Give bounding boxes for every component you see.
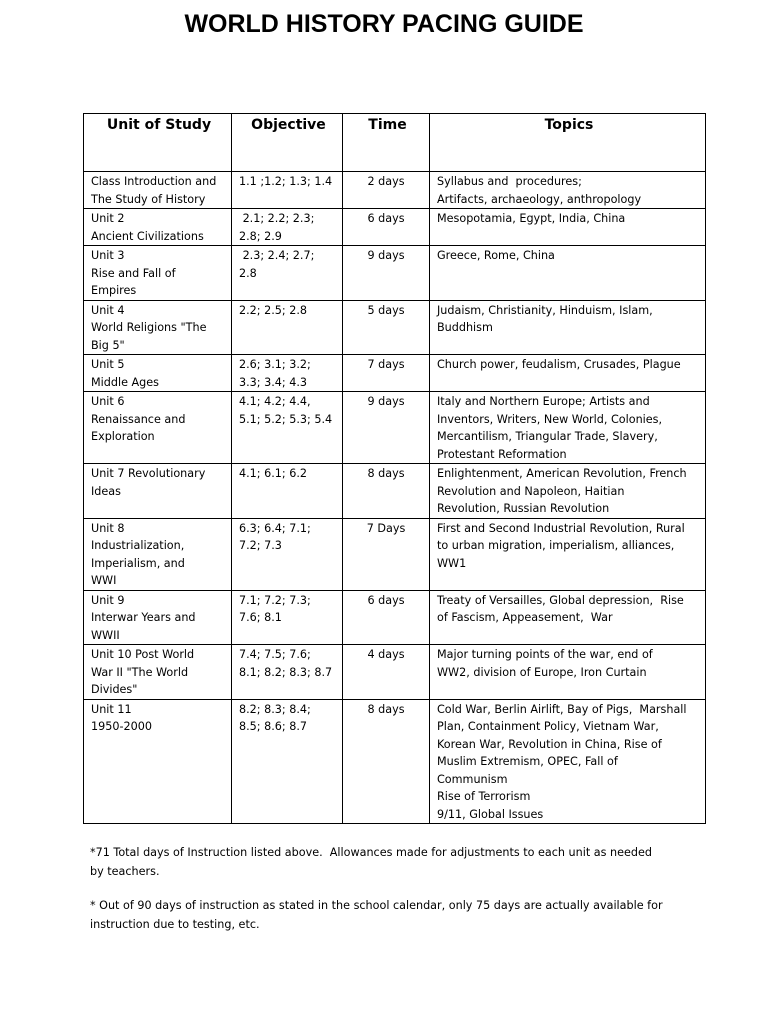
topics-cell-line: Korean War, Revolution in China, Rise of (437, 737, 662, 751)
objective-cell (232, 209, 343, 246)
unit-cell-line: Imperialism, and (91, 556, 185, 570)
topics-cell-line: Buddhism (437, 321, 493, 334)
topics-cell-line: Mesopotamia, Egypt, India, China (437, 212, 626, 225)
unit-cell-line: Rise and Fall of (91, 266, 176, 280)
topics-cell-line: Muslim Extremism, OPEC, Fall of (437, 755, 618, 768)
objective-cell-line: 7.4; 7.5; 7.6; (239, 648, 311, 661)
header-topics: Topics (430, 114, 706, 172)
topics-cell (430, 300, 706, 355)
footnote-line: *71 Total days of Instruction listed above. Allowances made for adjustments to each unit as needed (90, 846, 652, 859)
footnote-line: * Out of 90 days of instruction as stated in the school calendar, only 75 days are actually available for (90, 899, 663, 912)
objective-cell-line: 2.1; 2.2; 2.3; (239, 212, 315, 225)
unit-cell-line: The Study of History (91, 192, 206, 206)
table-row (84, 246, 706, 301)
time-cell: 9 days (343, 392, 430, 464)
unit-cell (84, 518, 232, 590)
topics-cell (430, 699, 706, 824)
topics-cell-line: to urban migration, imperialism, alliances, (437, 539, 675, 552)
unit-cell-line: Unit 5 (91, 358, 125, 371)
time-cell: 8 days (343, 699, 430, 824)
topics-cell-line: Artifacts, archaeology, anthropology (437, 192, 642, 206)
unit-cell-line: Middle Ages (91, 375, 159, 389)
topics-cell-line: 9/11, Global Issues (437, 807, 544, 821)
topics-cell-line: Major turning points of the war, end of (437, 648, 653, 661)
time-cell: 2 days (343, 172, 430, 209)
unit-cell-line: WWI (91, 574, 117, 587)
unit-cell-line: Unit 9 (91, 593, 125, 607)
unit-cell-line: Exploration (91, 430, 155, 443)
table-row (84, 590, 706, 645)
header-objective: Objective (232, 114, 343, 172)
time-cell: 7 Days (343, 518, 430, 590)
objective-cell (232, 590, 343, 645)
objective-cell (232, 355, 343, 392)
topics-cell (430, 355, 706, 392)
header-unit-of-study: Unit of Study (84, 114, 232, 172)
objective-cell (232, 699, 343, 824)
unit-cell-line: Unit 7 Revolutionary (91, 467, 206, 480)
objective-cell (232, 645, 343, 700)
unit-cell-line: Unit 2 (91, 212, 125, 225)
unit-cell-line: Empires (91, 284, 137, 297)
unit-cell-line: 1950-2000 (91, 720, 152, 733)
topics-cell-line: WW1 (437, 556, 467, 570)
topics-cell-line: Communism (437, 772, 508, 786)
objective-cell (232, 300, 343, 355)
objective-cell-line: 8.1; 8.2; 8.3; 8.7 (239, 665, 333, 679)
table-row (84, 699, 706, 824)
topics-cell-line: Enlightenment, American Revolution, French (437, 467, 687, 480)
table-body (84, 172, 706, 824)
time-cell: 6 days (343, 209, 430, 246)
header-time: Time (343, 114, 430, 172)
unit-cell (84, 645, 232, 700)
table-row (84, 518, 706, 590)
topics-cell (430, 246, 706, 301)
footnote-line: instruction due to testing, etc. (90, 918, 260, 931)
objective-cell-line: 7.6; 8.1 (239, 611, 282, 624)
objective-cell-line: 1.1 ;1.2; 1.3; 1.4 (239, 175, 333, 188)
time-cell: 4 days (343, 645, 430, 700)
topics-cell (430, 464, 706, 519)
unit-cell-line: Industrialization, (91, 539, 185, 552)
unit-cell (84, 355, 232, 392)
unit-cell-line: Ancient Civilizations (91, 229, 204, 243)
objective-cell-line: 8.2; 8.3; 8.4; (239, 702, 311, 716)
topics-cell (430, 645, 706, 700)
unit-cell-line: Ideas (91, 484, 121, 498)
objective-cell-line: 7.2; 7.3 (239, 539, 282, 552)
topics-cell-line: Italy and Northern Europe; Artists and (437, 395, 650, 408)
footnote-total-days (90, 843, 690, 881)
objective-cell-line: 7.1; 7.2; 7.3; (239, 593, 311, 607)
table-row (84, 209, 706, 246)
time-cell: 9 days (343, 246, 430, 301)
unit-cell-line: Big 5" (91, 338, 125, 352)
time-cell: 7 days (343, 355, 430, 392)
table-row (84, 645, 706, 700)
unit-cell-line: Unit 10 Post World (91, 648, 195, 661)
objective-cell-line: 2.3; 2.4; 2.7; (239, 249, 315, 262)
table-row (84, 464, 706, 519)
unit-cell-line: Unit 3 (91, 249, 125, 262)
unit-cell-line: Interwar Years and (91, 611, 196, 624)
objective-cell-line: 5.1; 5.2; 5.3; 5.4 (239, 412, 333, 426)
objective-cell (232, 172, 343, 209)
time-cell: 6 days (343, 590, 430, 645)
objective-cell-line: 4.1; 4.2; 4.4, (239, 395, 311, 408)
topics-cell (430, 172, 706, 209)
unit-cell (84, 699, 232, 824)
footnote-available-days (90, 896, 690, 934)
objective-cell (232, 246, 343, 301)
topics-cell-line: Plan, Containment Policy, Vietnam War, (437, 720, 659, 733)
objective-cell (232, 392, 343, 464)
unit-cell (84, 464, 232, 519)
topics-cell-line: Protestant Reformation (437, 447, 567, 461)
unit-cell (84, 246, 232, 301)
topics-cell-line: Revolution and Napoleon, Haitian (437, 484, 625, 498)
unit-cell-line: Unit 11 (91, 702, 132, 716)
table-row (84, 300, 706, 355)
page-title: WORLD HISTORY PACING GUIDE (184, 10, 584, 38)
objective-cell-line: 2.6; 3.1; 3.2; (239, 358, 311, 371)
topics-cell-line: Syllabus and procedures; (437, 175, 582, 188)
topics-cell (430, 392, 706, 464)
objective-cell-line: 2.8 (239, 266, 257, 280)
unit-cell-line: Class Introduction and (91, 175, 217, 188)
objective-cell-line: 8.5; 8.6; 8.7 (239, 720, 308, 733)
topics-cell-line: Rise of Terrorism (437, 790, 531, 803)
unit-cell-line: War II "The World (91, 665, 189, 679)
pacing-table (83, 113, 706, 824)
topics-cell-line: First and Second Industrial Revolution, Rural (437, 521, 685, 535)
topics-cell-line: Inventors, Writers, New World, Colonies, (437, 412, 663, 426)
footnote-line: by teachers. (90, 865, 160, 878)
unit-cell (84, 590, 232, 645)
topics-cell-line: Treaty of Versailles, Global depression, Rise (437, 593, 684, 607)
unit-cell-line: WWII (91, 628, 120, 642)
unit-cell-line: Unit 4 (91, 303, 125, 317)
table-header-row (84, 114, 706, 172)
topics-cell-line: Cold War, Berlin Airlift, Bay of Pigs, Marshall (437, 702, 687, 716)
objective-cell (232, 518, 343, 590)
objective-cell-line: 3.3; 3.4; 4.3 (239, 375, 308, 389)
topics-cell (430, 209, 706, 246)
table-row (84, 355, 706, 392)
unit-cell-line: Unit 6 (91, 395, 125, 408)
unit-cell (84, 300, 232, 355)
topics-cell-line: Greece, Rome, China (437, 249, 555, 262)
topics-cell-line: WW2, division of Europe, Iron Curtain (437, 665, 647, 679)
unit-cell-line: World Religions "The (91, 321, 207, 334)
objective-cell-line: 2.2; 2.5; 2.8 (239, 303, 308, 317)
unit-cell-line: Renaissance and (91, 412, 186, 426)
time-cell: 8 days (343, 464, 430, 519)
topics-cell-line: Church power, feudalism, Crusades, Plague (437, 358, 681, 371)
unit-cell (84, 172, 232, 209)
unit-cell (84, 392, 232, 464)
objective-cell-line: 6.3; 6.4; 7.1; (239, 521, 311, 535)
objective-cell-line: 2.8; 2.9 (239, 229, 282, 243)
table-row (84, 172, 706, 209)
topics-cell (430, 518, 706, 590)
time-cell: 5 days (343, 300, 430, 355)
table-row (84, 392, 706, 464)
objective-cell-line: 4.1; 6.1; 6.2 (239, 467, 308, 480)
unit-cell-line: Divides" (91, 683, 138, 696)
topics-cell-line: Judaism, Christianity, Hinduism, Islam, (437, 303, 653, 317)
objective-cell (232, 464, 343, 519)
topics-cell-line: of Fascism, Appeasement, War (437, 611, 613, 624)
unit-cell-line: Unit 8 (91, 521, 125, 535)
unit-cell (84, 209, 232, 246)
topics-cell (430, 590, 706, 645)
topics-cell-line: Revolution, Russian Revolution (437, 502, 610, 515)
topics-cell-line: Mercantilism, Triangular Trade, Slavery, (437, 430, 658, 443)
